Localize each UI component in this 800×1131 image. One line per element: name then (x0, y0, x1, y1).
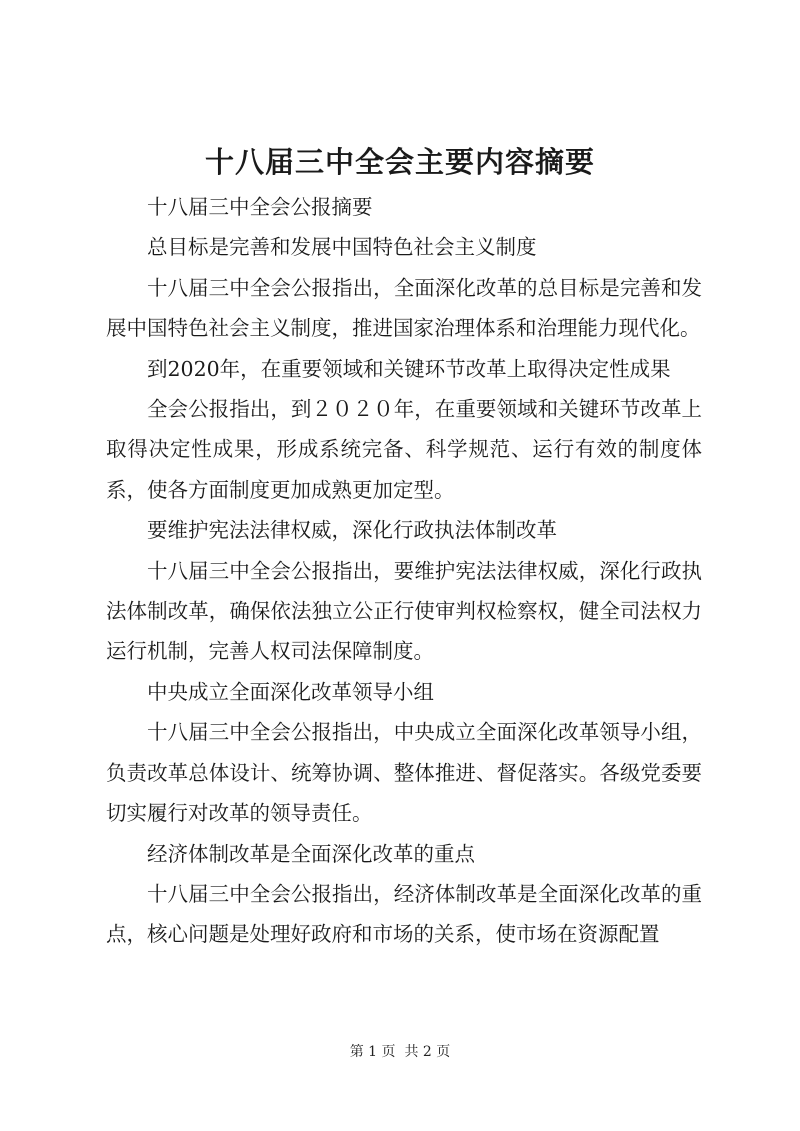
paragraph-2: 总目标是完善和发展中国特色社会主义制度 (147, 235, 537, 260)
paragraph-3: 十八届三中全会公报指出，全面深化改革的总目标是完善和发展中国特色社会主义制度，推进国家治理体系和治理能力现代化。 (106, 275, 702, 341)
paragraph-10: 经济体制改革是全面深化改革的重点 (147, 841, 475, 866)
paragraph-5: 全会公报指出，到２０２０年，在重要领域和关键环节改革上取得决定性成果，形成系统完备、科学规范、运行有效的制度体系，使各方面制度更加成熟更加定型。 (106, 397, 702, 502)
paragraph-1: 十八届三中全会公报摘要 (147, 195, 373, 219)
paragraph-9: 十八届三中全会公报指出，中央成立全面深化改革领导小组，负责改革总体设计、统筹协调、整体推进、督促落实。各级党委要切实履行对改革的领导责任。 (106, 720, 702, 826)
paragraph-4: 到2020年，在重要领域和关键环节改革上取得决定性成果 (147, 356, 671, 381)
paragraph-8: 中央成立全面深化改革领导小组 (147, 679, 434, 704)
paragraph-6: 要维护宪法法律权威，深化行政执法体制改革 (147, 518, 557, 543)
paragraph-11: 十八届三中全会公报指出，经济体制改革是全面深化改革的重点，核心问题是处理好政府和市场的关系，使市场在资源配置 (106, 881, 702, 947)
document-title: 十八届三中全会主要内容摘要 (204, 145, 595, 179)
paragraph-7: 十八届三中全会公报指出，要维护宪法法律权威，深化行政执法体制改革，确保依法独立公正行使审判权检察权，健全司法权力运行机制，完善人权司法保障制度。 (106, 558, 702, 664)
document-body (106, 187, 702, 955)
page-number-footer: 第 1 页 共 2 页 (349, 1044, 451, 1060)
